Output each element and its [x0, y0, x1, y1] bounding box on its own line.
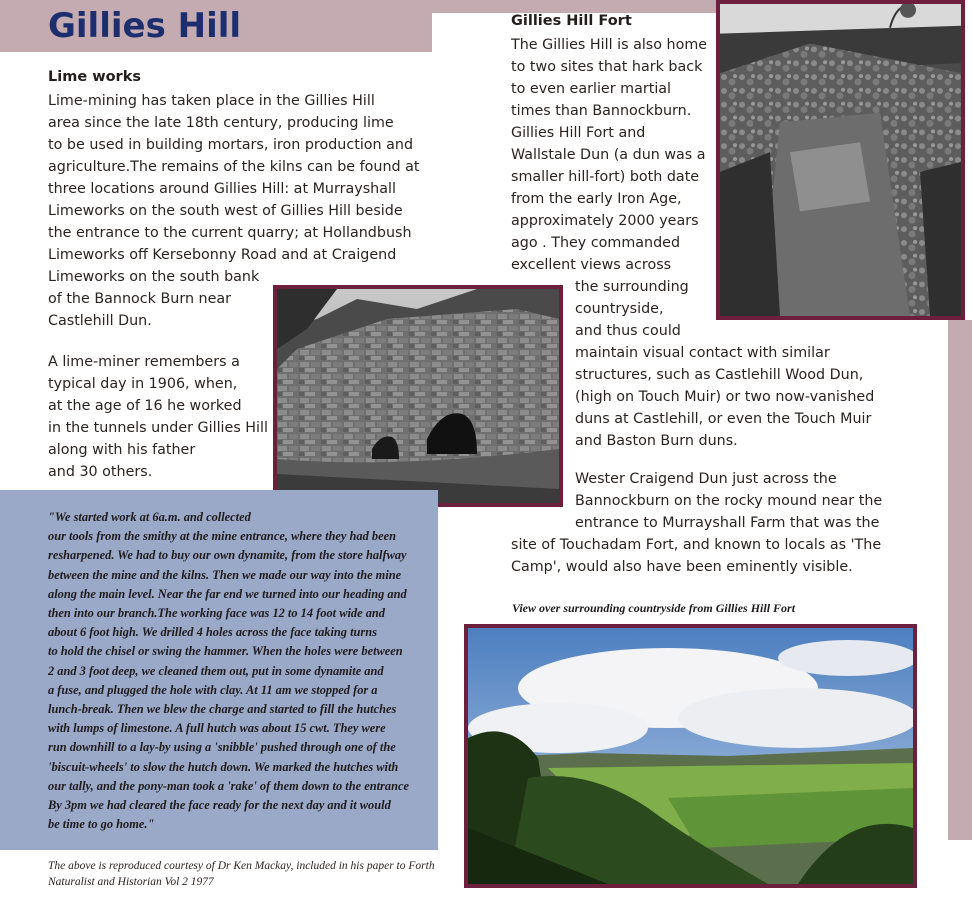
fort-paragraph-1-continued: the surrounding countryside, and thus could maintain visual contact with similar structures, such as Castlehill Wood Dun, (high on Touch Muir) or two now-vanished duns at Castlehill, or even the Touch Muir and Baston Burn duns.: [575, 279, 875, 449]
source-credit: The above is reproduced courtesy of Dr Ken Mackay, included in his paper to Forth Naturalist and Historian Vol 2 1977: [48, 860, 435, 888]
fort-heading: Gillies Hill Fort: [511, 13, 632, 29]
top-band: [432, 0, 722, 13]
page-title: Gillies Hill: [48, 6, 242, 46]
lime-works-paragraph-2: A lime-miner remembers a typical day in 1906, when, at the age of 16 he worked in the tunnels under Gillies Hill along with his father and 30 others.: [48, 354, 268, 480]
lime-works-paragraph-1: Lime-mining has taken place in the Gillies Hill area since the late 18th century, producing lime to be used in building mortars, iron production and agriculture.The remains of the kilns can be found at three locations around Gillies Hill: at Murrayshall Limeworks on the south west of Gillies Hill beside the entrance to the current quarry; at Hollandbush Limeworks off Kersebonny Road and at Craigend Limeworks on the south bank of the Bannock Burn near Castlehill Dun.: [48, 93, 420, 329]
lime-kiln-image: [277, 289, 559, 503]
fort-paragraph-1: The Gillies Hill is also home to two sites that hark back to even earlier martial times than Bannockburn. Gillies Hill Fort and Wallstale Dun (a dun was a smaller hill-fort) both date from the early Iron Age, approximately 2000 years ago . They commanded excellent views across: [511, 37, 708, 273]
fort-paragraph-2: Wester Craigend Dun just across the Bannockburn on the rocky mound near the entrance to Murrayshall Farm that was the: [575, 471, 883, 531]
lime-works-heading: Lime works: [48, 69, 141, 85]
excavation-image: [720, 4, 961, 316]
countryside-photo: [464, 624, 917, 888]
photo-caption: View over surrounding countryside from Gillies Hill Fort: [512, 601, 796, 615]
miner-quote: "We started work at 6a.m. and collected our tools from the smithy at the mine entrance, where they had been resharpened. We had to buy our own dynamite, from the store halfway between the mine and the kilns. Then we made our way into the mine along the main level. Near the far end we turned into our heading and then into our branch.The working face was 12 to 14 foot wide and about 6 foot high. We drilled 4 holes across the face taking turns to hold the chisel or swing the hammer. When the holes were between 2 and 3 foot deep, we cleaned them out, put in some dynamite and a fuse, and plugged the hole with clay. At 11 am we stopped for a lunch-break. Then we blew the charge and started to fill the hutches with lumps of limestone. A full hutch was about 15 cwt. They were run downhill to a lay-by using a 'snibble' pushed through one of the 'biscuit-wheels' to slow the hutch down. We marked the hutches with our tally, and the pony-man took a 'rake' of them down to the entrance By 3pm we had cleared the face ready for the next day and it would be time to go home.": [48, 510, 409, 832]
fort-paragraph-2-end: site of Touchadam Fort, and known to locals as 'The Camp', would also have been eminently visible.: [511, 537, 882, 575]
countryside-image: [468, 628, 913, 884]
fort-excavation-photo: [716, 0, 965, 320]
right-edge-band: [948, 320, 972, 840]
lime-kiln-photo: [273, 285, 563, 507]
